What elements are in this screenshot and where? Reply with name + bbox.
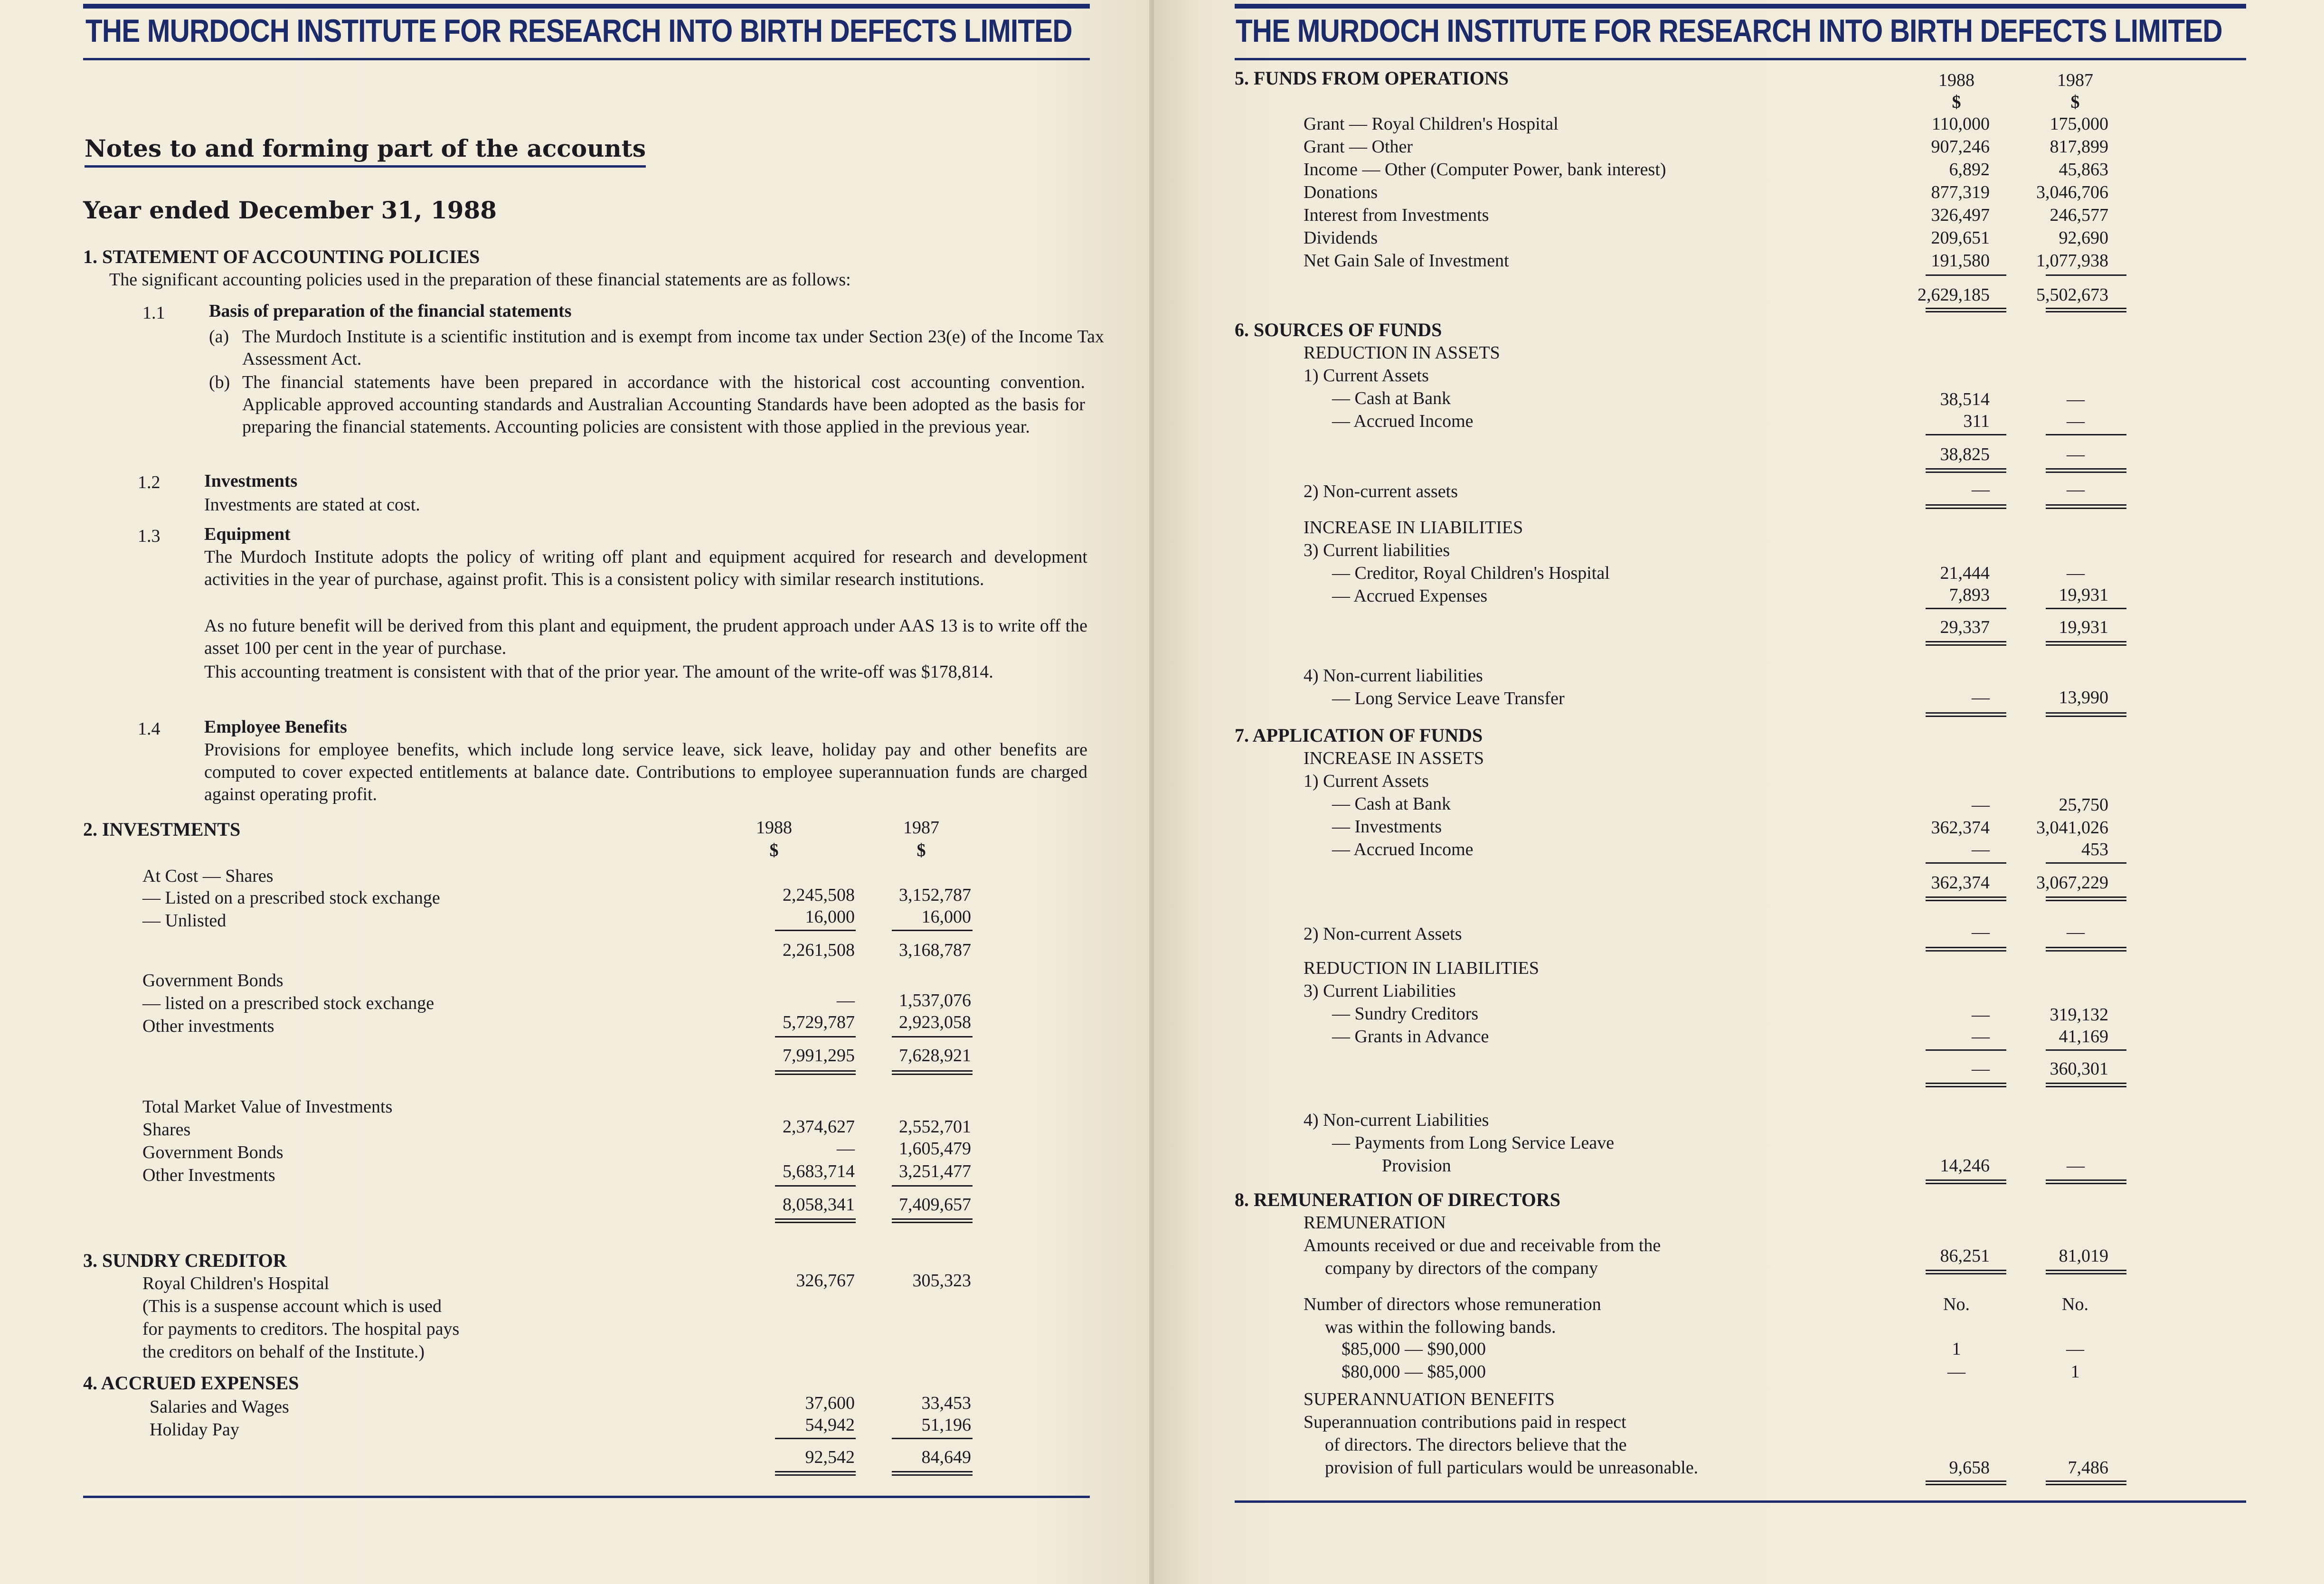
s5-row-1987: 817,899 <box>2050 137 2108 157</box>
s8-no-1987: No. <box>2062 1294 2088 1314</box>
s8-amounts-line-1: Amounts received or due and receivable from the <box>1304 1235 1661 1255</box>
s8-remuneration: REMUNERATION <box>1304 1213 1446 1233</box>
investments-total-1988: 7,991,295 <box>783 1046 855 1065</box>
section-3-title: 3. SUNDRY CREDITOR <box>83 1250 287 1271</box>
s5-row-1987: 1,077,938 <box>2036 251 2108 271</box>
rule <box>892 1438 973 1439</box>
holiday-pay-1988: 54,942 <box>805 1415 855 1435</box>
s8-amounts-1987: 81,019 <box>2059 1246 2108 1266</box>
s7-grants-1987: 41,169 <box>2059 1027 2108 1047</box>
double-rule <box>1926 1270 2006 1274</box>
double-rule <box>2046 1270 2126 1274</box>
s8-super-1987: 7,486 <box>2068 1458 2108 1478</box>
s8-superannuation: SUPERANNUATION BENEFITS <box>1304 1389 1555 1409</box>
s8-band-2-1988: — <box>1947 1362 1965 1382</box>
s8-band-1-1987: — <box>2066 1339 2084 1359</box>
rule <box>775 1438 856 1439</box>
policy-1-1-b-mark: (b) <box>209 372 230 392</box>
s5-row-label: Donations <box>1304 182 1378 202</box>
s6-cash-1987: — <box>2067 389 2085 409</box>
s6-creditor-label: — Creditor, Royal Children's Hospital <box>1332 563 1610 583</box>
s6-nca-1988: — <box>1972 480 1990 500</box>
s5-row-1988: 209,651 <box>1931 228 1990 248</box>
s5-row-1987: 246,577 <box>2050 205 2108 225</box>
double-rule <box>2046 712 2126 717</box>
s6-increase-liabilities: INCREASE IN LIABILITIES <box>1304 518 1523 537</box>
s7-investments-1987: 3,041,026 <box>2036 818 2108 838</box>
s7-non-current-liabilities: 4) Non-current Liabilities <box>1304 1110 1489 1130</box>
s5-row-1988: 326,497 <box>1931 205 1990 225</box>
double-rule <box>1926 1083 2006 1087</box>
section-1-intro: The significant accounting policies used in the preparation of these financial statements are as follows: <box>109 270 851 290</box>
s5-row-1988: 110,000 <box>1931 114 1990 134</box>
policy-1-3-title: Equipment <box>204 524 291 544</box>
s5-row-label: Grant — Other <box>1304 137 1413 157</box>
s5-row-1988: 877,319 <box>1931 182 1990 202</box>
double-rule <box>1926 308 2006 312</box>
accrued-total-1987: 84,649 <box>921 1447 971 1467</box>
section-1-title: 1. STATEMENT OF ACCOUNTING POLICIES <box>83 246 480 267</box>
s7-current-liabilities: 3) Current Liabilities <box>1304 981 1456 1001</box>
double-rule <box>1926 947 2006 952</box>
s6-cl-total-1988: 29,337 <box>1940 617 1990 637</box>
top-rule <box>1235 4 2246 9</box>
s8-number-line-1: Number of directors whose remuneration <box>1304 1294 1601 1314</box>
s6-non-current-assets: 2) Non-current assets <box>1304 481 1458 501</box>
bottom-rule <box>83 1496 1090 1498</box>
double-rule <box>1926 504 2006 509</box>
tmv-gov-1988: — <box>837 1139 855 1159</box>
sundry-rch-label: Royal Children's Hospital <box>142 1273 330 1293</box>
s8-amounts-line-2: company by directors of the company <box>1325 1258 1598 1278</box>
policy-1-1-title: Basis of preparation of the financial statements <box>209 301 572 321</box>
salaries-1988: 37,600 <box>805 1393 855 1413</box>
s5-row-label: Interest from Investments <box>1304 205 1489 225</box>
s6-current-assets: 1) Current Assets <box>1304 366 1429 386</box>
listed-1988: 2,245,508 <box>783 885 855 905</box>
s8-band-2-1987: 1 <box>2070 1362 2080 1382</box>
s6-creditor-1988: 21,444 <box>1940 563 1990 583</box>
accrued-total-1988: 92,542 <box>805 1447 855 1467</box>
sundry-note-line-1: (This is a suspense account which is used <box>142 1296 442 1316</box>
col-dollar-1987: $ <box>2070 92 2080 112</box>
holiday-pay-1987: 51,196 <box>921 1415 971 1435</box>
at-cost-label: At Cost — Shares <box>142 866 274 886</box>
sundry-rch-1988: 326,767 <box>796 1271 855 1291</box>
listed-1987: 3,152,787 <box>899 885 971 905</box>
rule <box>2046 608 2126 609</box>
rule <box>892 1185 973 1187</box>
top-rule <box>83 4 1090 9</box>
gov-bonds-label: Government Bonds <box>142 971 283 990</box>
s7-current-assets: 1) Current Assets <box>1304 771 1429 791</box>
s7-nca-1988: — <box>1972 922 1990 942</box>
section-6-title: 6. SOURCES OF FUNDS <box>1235 319 1442 340</box>
s7-provision-1988: 14,246 <box>1940 1156 1990 1176</box>
s5-row-label: Grant — Royal Children's Hospital <box>1304 114 1559 134</box>
double-rule <box>2046 1480 2126 1485</box>
s7-accrued-label: — Accrued Income <box>1332 839 1474 859</box>
col-dollar-1988: $ <box>769 840 779 860</box>
tmv-other-1988: 5,683,714 <box>783 1161 855 1181</box>
s6-current-liabilities: 3) Current liabilities <box>1304 540 1450 560</box>
s6-lsl-label: — Long Service Leave Transfer <box>1332 688 1565 708</box>
rule <box>775 1036 856 1037</box>
s6-accrued-1988: 311 <box>1963 411 1990 431</box>
s5-row-1988: 191,580 <box>1931 251 1990 271</box>
investments-total-1987: 7,628,921 <box>899 1046 971 1065</box>
sundry-note-line-3: the creditors on behalf of the Institute.) <box>142 1342 425 1362</box>
s6-lsl-1987: 13,990 <box>2059 688 2108 707</box>
policy-1-2-number: 1.2 <box>138 472 161 492</box>
s6-cl-total-1987: 19,931 <box>2059 617 2108 637</box>
s7-grants-label: — Grants in Advance <box>1332 1027 1489 1047</box>
s5-total-1988: 2,629,185 <box>1918 285 1990 305</box>
s5-row-1988: 6,892 <box>1949 160 1990 179</box>
rule <box>892 1036 973 1037</box>
notes-title: Notes to and forming part of the accounts <box>85 134 646 168</box>
s8-super-line-1: Superannuation contributions paid in respect <box>1304 1412 1626 1432</box>
year-title: Year ended December 31, 1988 <box>83 196 497 224</box>
double-rule <box>892 1070 973 1075</box>
double-rule <box>775 1070 856 1075</box>
tmv-shares-1987: 2,552,701 <box>899 1117 971 1137</box>
double-rule <box>892 1218 973 1223</box>
col-dollar-1987: $ <box>916 840 926 860</box>
tmv-shares-label: Shares <box>142 1120 191 1140</box>
sundry-note-line-2: for payments to creditors. The hospital pays <box>142 1319 460 1339</box>
s8-super-line-2: of directors. The directors believe that the <box>1325 1435 1627 1455</box>
s5-row-1987: 92,690 <box>2059 228 2108 248</box>
col-1987: 1987 <box>903 818 939 838</box>
s7-cl-total-1987: 360,301 <box>2050 1059 2108 1079</box>
double-rule <box>2046 308 2126 312</box>
unlisted-1987: 16,000 <box>921 907 971 927</box>
unlisted-label: — Unlisted <box>142 911 227 931</box>
s7-sundry-1988: — <box>1972 1005 1990 1025</box>
sundry-rch-1987: 305,323 <box>912 1271 971 1291</box>
section-5-title: 5. FUNDS FROM OPERATIONS <box>1235 67 1509 89</box>
s8-amounts-1988: 86,251 <box>1940 1246 1990 1266</box>
rule <box>2046 274 2126 276</box>
s8-band-1-label: $85,000 — $90,000 <box>1341 1339 1486 1359</box>
s5-row-label: Income — Other (Computer Power, bank interest) <box>1304 160 1666 179</box>
right-page <box>1154 0 2324 1584</box>
s6-reduction-assets: REDUCTION IN ASSETS <box>1304 343 1500 363</box>
tmv-gov-label: Government Bonds <box>142 1142 283 1162</box>
s6-creditor-1987: — <box>2067 563 2085 583</box>
double-rule <box>2046 1083 2126 1087</box>
tmv-total-1987: 7,409,657 <box>899 1195 971 1215</box>
double-rule <box>1926 896 2006 901</box>
double-rule <box>775 1471 856 1476</box>
s6-accrued-1987: — <box>2067 411 2085 431</box>
policy-1-4-title: Employee Benefits <box>204 717 347 737</box>
s7-payments-label: — Payments from Long Service Leave <box>1332 1133 1615 1153</box>
s8-no-1988: No. <box>1943 1294 1970 1314</box>
policy-1-2-text: Investments are stated at cost. <box>204 495 420 515</box>
s7-investments-1988: 362,374 <box>1931 818 1990 838</box>
rule <box>892 930 973 931</box>
tmv-other-label: Other Investments <box>142 1165 275 1185</box>
left-page <box>0 0 1149 1584</box>
rule <box>1926 434 2006 435</box>
salaries-label: Salaries and Wages <box>150 1397 289 1417</box>
double-rule <box>1926 1480 2006 1485</box>
s8-band-1-1988: 1 <box>1952 1339 1961 1359</box>
gov-listed-label: — listed on a prescribed stock exchange <box>142 993 435 1013</box>
policy-1-3-text-1: The Murdoch Institute adopts the policy of writing off plant and equipment acquired for research and development activities in the year of purchase, against profit. This is a consistent policy with similar research institutions. <box>204 547 1087 589</box>
s7-ca-total-1987: 3,067,229 <box>2036 873 2108 893</box>
s7-cash-1988: — <box>1972 795 1990 815</box>
s5-row-1987: 175,000 <box>2050 114 2108 134</box>
double-rule <box>2046 896 2126 901</box>
double-rule <box>2046 1179 2126 1184</box>
shares-total-1988: 2,261,508 <box>783 940 855 960</box>
s7-ca-total-1988: 362,374 <box>1931 873 1990 893</box>
s6-non-current-liabilities: 4) Non-current liabilities <box>1304 666 1483 686</box>
gov-listed-1988: — <box>837 990 855 1010</box>
double-rule <box>1926 1179 2006 1184</box>
policy-1-1-a-mark: (a) <box>209 327 229 347</box>
shares-total-1987: 3,168,787 <box>899 940 971 960</box>
rule <box>2046 1049 2126 1051</box>
s8-number-line-2: was within the following bands. <box>1325 1317 1556 1337</box>
section-2-title: 2. INVESTMENTS <box>83 819 241 840</box>
s5-total-1987: 5,502,673 <box>2036 285 2108 305</box>
other-investments-1988: 5,729,787 <box>783 1012 855 1032</box>
holiday-pay-label: Holiday Pay <box>150 1420 239 1440</box>
policy-1-3-number: 1.3 <box>138 526 161 546</box>
section-4-title: 4. ACCRUED EXPENSES <box>83 1372 299 1394</box>
double-rule <box>2046 468 2126 473</box>
s7-non-current-assets: 2) Non-current Assets <box>1304 924 1462 944</box>
s7-nca-1987: — <box>2067 922 2085 942</box>
s7-sundry-1987: 319,132 <box>2050 1005 2108 1025</box>
s6-ca-total-1987: — <box>2067 444 2085 464</box>
tmv-label: Total Market Value of Investments <box>142 1097 393 1117</box>
s6-ca-total-1988: 38,825 <box>1940 444 1990 464</box>
institute-title: THE MURDOCH INSTITUTE FOR RESEARCH INTO BIRTH DEFECTS LIMITED <box>85 13 1072 49</box>
rule <box>1926 274 2006 276</box>
section-7-title: 7. APPLICATION OF FUNDS <box>1235 725 1483 746</box>
s5-row-1987: 45,863 <box>2059 160 2108 179</box>
s5-row-1988: 907,246 <box>1931 137 1990 157</box>
rule <box>775 1185 856 1187</box>
s6-accrued-expenses-1988: 7,893 <box>1949 585 1990 605</box>
s6-accrued-expenses-1987: 19,931 <box>2059 585 2108 605</box>
double-rule <box>1926 712 2006 717</box>
tmv-shares-1988: 2,374,627 <box>783 1117 855 1137</box>
policy-1-1-a-text: The Murdoch Institute is a scientific institution and is exempt from income tax under Section 23(e) of the Income Tax Assessment Act. <box>242 327 1104 369</box>
col-1988: 1988 <box>1938 70 1974 90</box>
s6-accrued-expenses-label: — Accrued Expenses <box>1332 586 1488 606</box>
double-rule <box>2046 504 2126 509</box>
s7-cl-total-1988: — <box>1972 1059 1990 1079</box>
policy-1-1-number: 1.1 <box>142 303 165 323</box>
rule <box>2046 862 2126 864</box>
double-rule <box>775 1218 856 1223</box>
s6-nca-1987: — <box>2067 480 2085 500</box>
s8-band-2-label: $80,000 — $85,000 <box>1341 1362 1486 1382</box>
s7-provision-1987: — <box>2067 1156 2085 1176</box>
s7-accrued-1987: 453 <box>2081 839 2108 859</box>
policy-1-2-title: Investments <box>204 471 298 491</box>
policy-1-4-number: 1.4 <box>138 719 161 739</box>
rule <box>1926 1049 2006 1051</box>
double-rule <box>1926 468 2006 473</box>
double-rule <box>2046 641 2126 646</box>
double-rule <box>1926 641 2006 646</box>
rule <box>1926 608 2006 609</box>
other-investments-label: Other investments <box>142 1016 274 1036</box>
section-8-title: 8. REMUNERATION OF DIRECTORS <box>1235 1189 1560 1210</box>
double-rule <box>892 1471 973 1476</box>
s7-accrued-1988: — <box>1972 839 1990 859</box>
s5-row-label: Dividends <box>1304 228 1378 248</box>
s5-row-label: Net Gain Sale of Investment <box>1304 251 1509 271</box>
other-investments-1987: 2,923,058 <box>899 1012 971 1032</box>
s7-investments-label: — Investments <box>1332 817 1442 837</box>
col-1987: 1987 <box>2057 70 2093 90</box>
s6-accrued-label: — Accrued Income <box>1332 411 1474 431</box>
s5-row-1987: 3,046,706 <box>2036 182 2108 202</box>
tmv-other-1987: 3,251,477 <box>899 1161 971 1181</box>
s6-cash-1988: 38,514 <box>1940 389 1990 409</box>
policy-1-4-text: Provisions for employee benefits, which include long service leave, sick leave, holiday pay and other benefits are computed to cover expected entitlements at balance date. Contributions to employee superannuation funds are charged against operating profit. <box>204 740 1087 804</box>
title-rule <box>1235 58 2246 60</box>
s8-super-1988: 9,658 <box>1949 1458 1990 1478</box>
listed-label: — Listed on a prescribed stock exchange <box>142 888 440 908</box>
title-rule <box>83 58 1090 60</box>
unlisted-1988: 16,000 <box>805 907 855 927</box>
s7-cash-1987: 25,750 <box>2059 795 2108 815</box>
policy-1-3-text-2: As no future benefit will be derived from this plant and equipment, the prudent approach under AAS 13 is to write off the asset 100 per cent in the year of purchase. <box>204 616 1087 658</box>
s7-reduction-liabilities: REDUCTION IN LIABILITIES <box>1304 958 1540 978</box>
tmv-gov-1987: 1,605,479 <box>899 1139 971 1159</box>
institute-title: THE MURDOCH INSTITUTE FOR RESEARCH INTO BIRTH DEFECTS LIMITED <box>1236 13 2222 49</box>
s7-provision-label: Provision <box>1382 1156 1451 1176</box>
s6-cash-label: — Cash at Bank <box>1332 388 1451 408</box>
s8-super-line-3: provision of full particulars would be unreasonable. <box>1325 1458 1699 1478</box>
rule <box>1926 862 2006 864</box>
tmv-total-1988: 8,058,341 <box>783 1195 855 1215</box>
rule <box>775 930 856 931</box>
s7-increase-assets: INCREASE IN ASSETS <box>1304 748 1484 768</box>
rule <box>2046 434 2126 435</box>
s6-lsl-1988: — <box>1972 688 1990 707</box>
s7-cash-label: — Cash at Bank <box>1332 794 1451 814</box>
col-1988: 1988 <box>756 818 792 838</box>
s7-sundry-label: — Sundry Creditors <box>1332 1004 1479 1024</box>
s7-grants-1988: — <box>1972 1027 1990 1047</box>
double-rule <box>2046 947 2126 952</box>
gov-listed-1987: 1,537,076 <box>899 990 971 1010</box>
policy-1-3-text-3: This accounting treatment is consistent with that of the prior year. The amount of the write-off was $178,814. <box>204 662 993 682</box>
col-dollar-1988: $ <box>1952 92 1961 112</box>
salaries-1987: 33,453 <box>921 1393 971 1413</box>
policy-1-1-b-text: The financial statements have been prepared in accordance with the historical cost accounting convention. Applicable approved accounting standards and Australian Accounting Standards have been adopted as the basis for preparing the financial statements. Accounting policies are consistent with those applied in the previous year. <box>242 372 1085 437</box>
bottom-rule <box>1235 1500 2246 1503</box>
